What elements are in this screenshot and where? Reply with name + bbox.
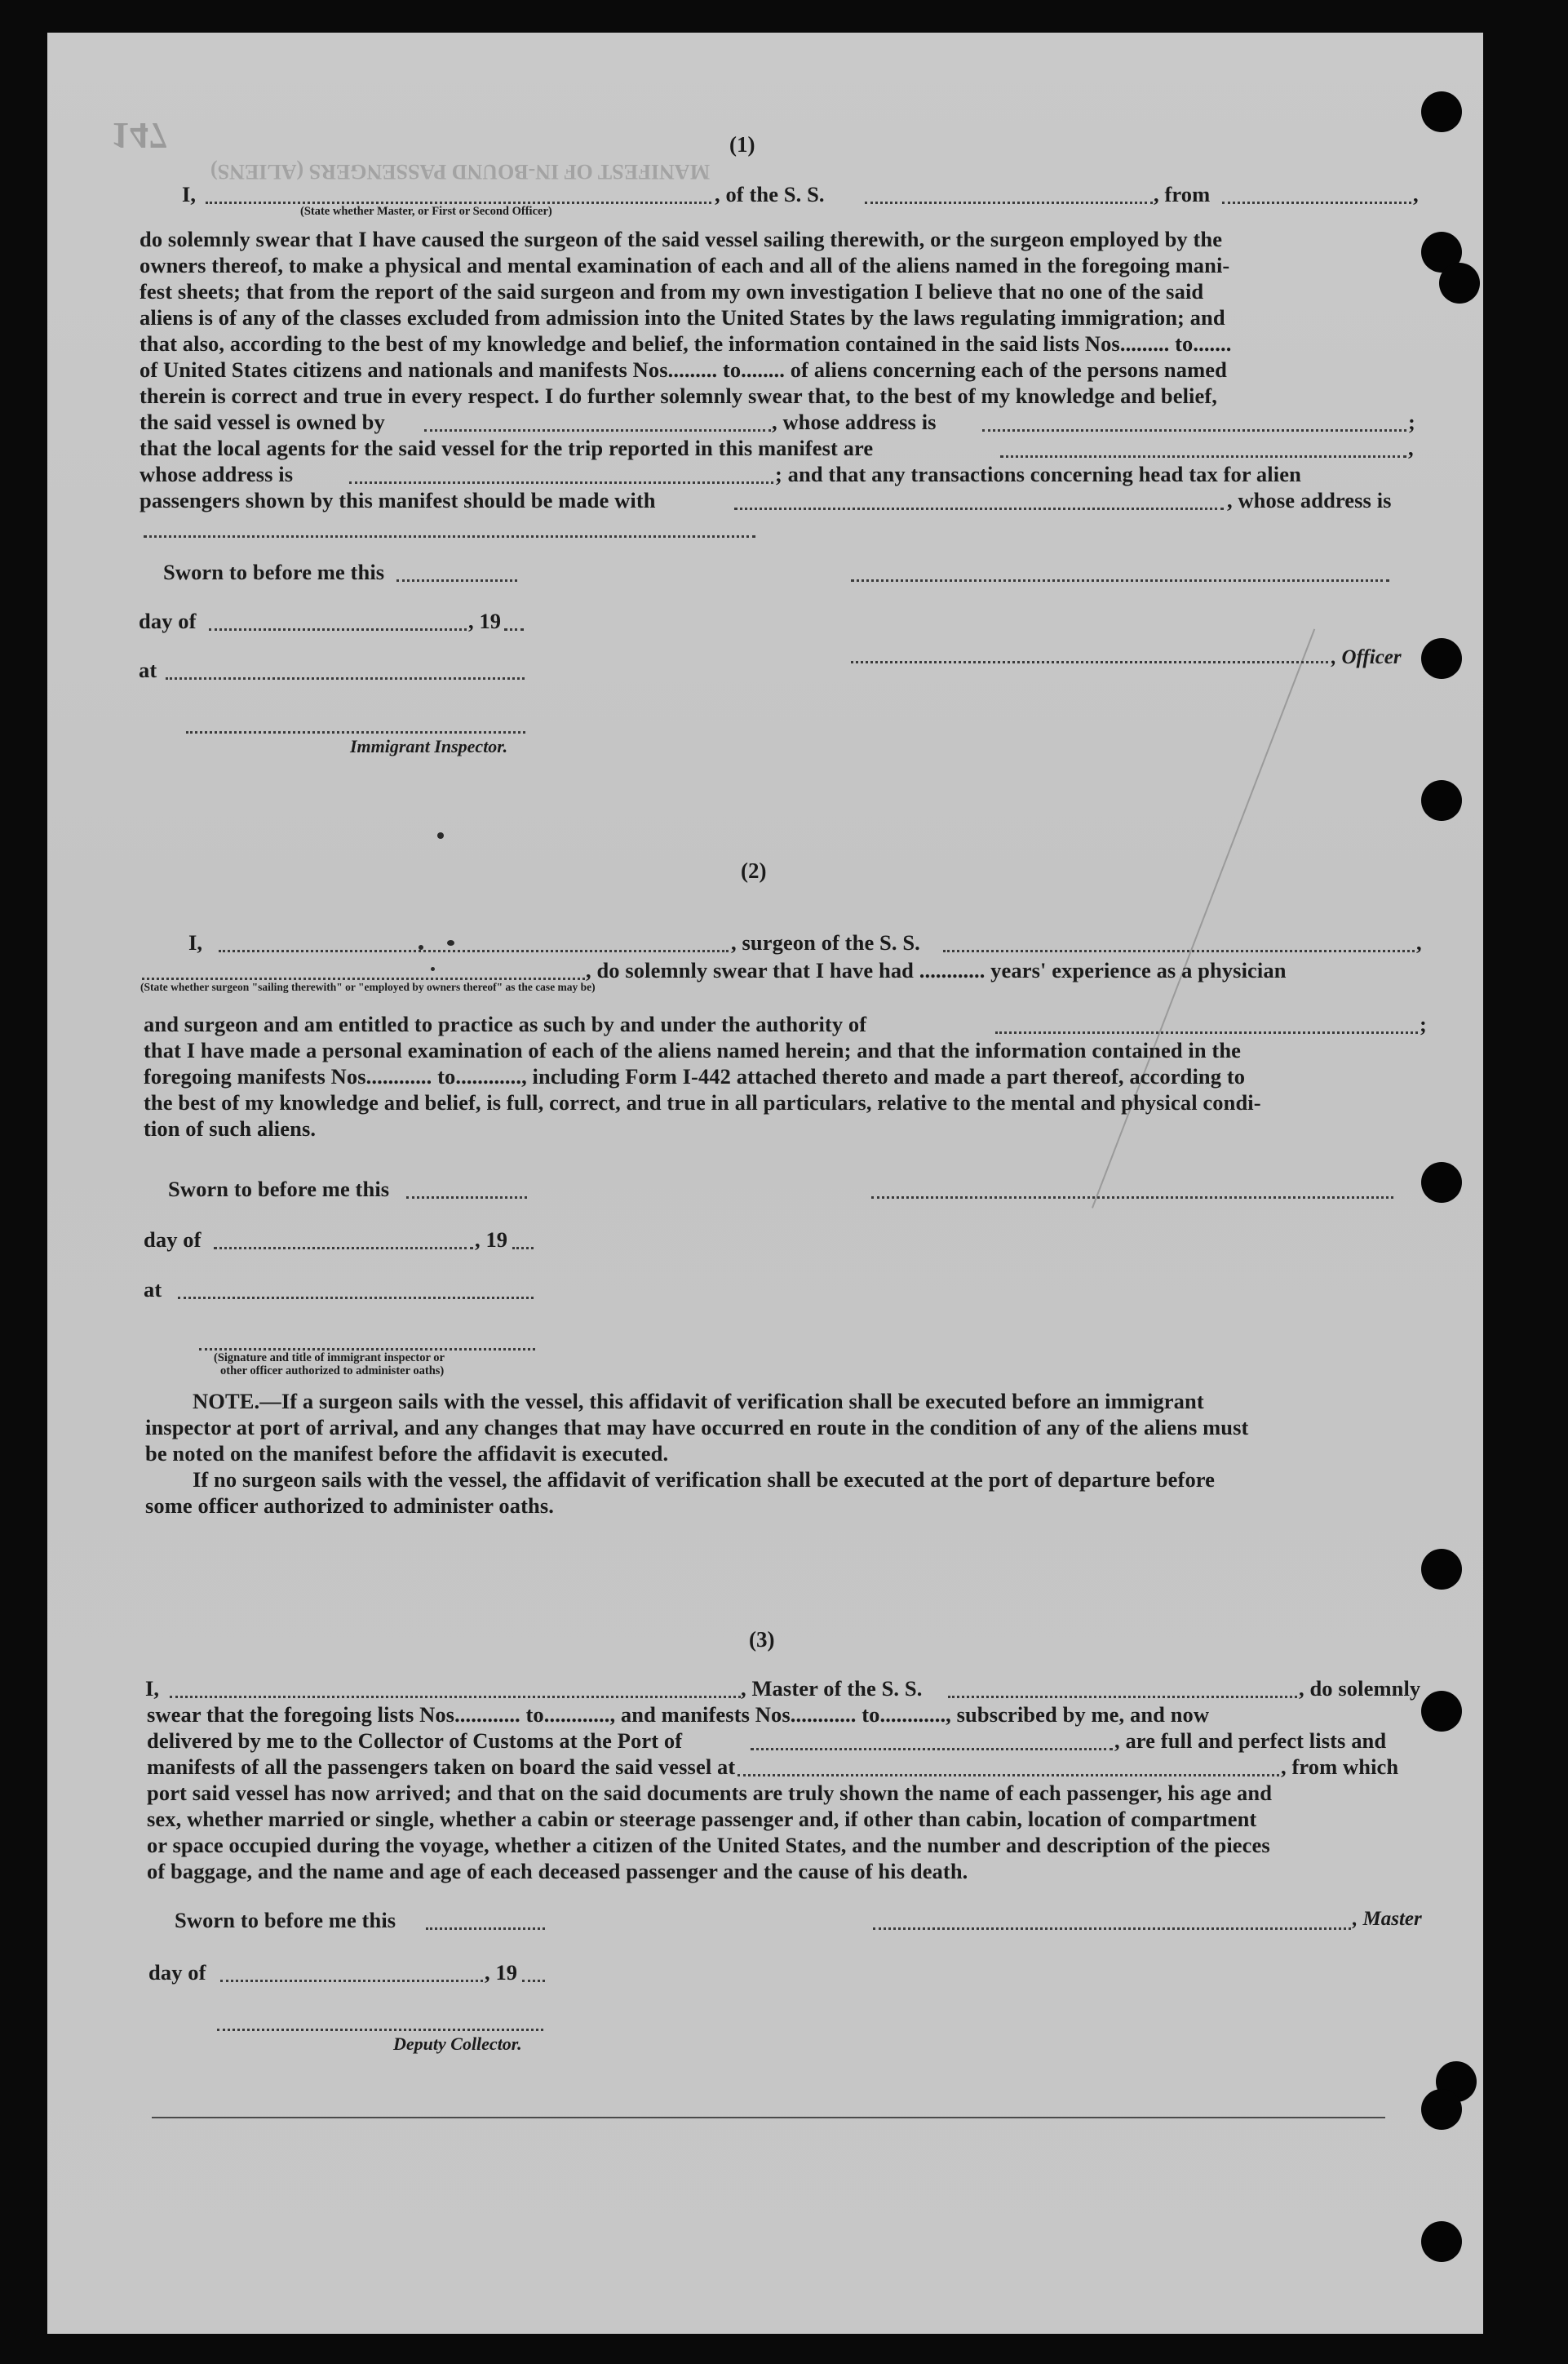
section-3-embark-label: manifests of all the passengers taken on board the said vessel at	[147, 1754, 736, 1779]
binder-hole	[1421, 1162, 1462, 1203]
section-1-heading: (1)	[729, 132, 755, 157]
section-1-line-7: therein is correct and true in every respect. I do further solemnly swear that, to the best of my knowledge and belief,	[140, 384, 1218, 408]
section-3-master-signature-blank	[873, 1927, 1351, 1930]
faint-manifest-number: 147	[111, 115, 167, 157]
binder-hole	[1421, 2221, 1462, 2262]
section-2-at-blank	[178, 1297, 534, 1299]
section-1-ss-label: , of the S. S.	[715, 182, 825, 206]
section-2-sworn-blank	[406, 1196, 527, 1199]
section-2-vessel-blank	[943, 950, 1415, 952]
section-1-agents-label: that the local agents for the said vessel for the trip reported in this manifest are	[140, 436, 874, 460]
section-3-year-label: , 19	[485, 1960, 518, 1985]
section-2-surgeon-of-label: , surgeon of the S. S.	[731, 930, 920, 955]
section-1-officer-label: , Officer	[1331, 646, 1402, 668]
section-1-owner-address-blank	[982, 429, 1406, 432]
bottom-rule	[152, 2117, 1385, 2118]
section-1-intro-comma: ,	[1413, 182, 1419, 206]
section-1-agent-address-blank	[349, 481, 773, 484]
section-2-surgeon-name-blank	[219, 950, 729, 952]
note-line-3: be noted on the manifest before the affidavit is executed.	[145, 1441, 669, 1466]
section-1-at-label: at	[139, 658, 157, 682]
section-1-year-label: , 19	[468, 609, 502, 633]
section-2-swear-text: , do solemnly swear that I have had ............ years' experience as a physician	[586, 958, 1287, 982]
section-2-day-of-blank	[214, 1247, 473, 1249]
section-2-year-label: , 19	[475, 1227, 508, 1252]
section-1-line-6: of United States citizens and nationals and manifests Nos......... to........ of aliens concerning each of the persons named	[140, 357, 1227, 382]
document-sheet	[47, 33, 1483, 2334]
section-2-authority-semicolon: ;	[1420, 1012, 1427, 1036]
section-2-i: I,	[188, 930, 203, 955]
section-1-officer-blank	[851, 661, 1328, 663]
section-1-officer-name-blank	[206, 202, 711, 204]
section-3-deputy-blank	[217, 2029, 543, 2031]
binder-hole	[1421, 1549, 1462, 1590]
section-2-sailing-caption: (State whether surgeon "sailing therewith" or "employed by owners thereof" as the case may be)	[140, 981, 596, 993]
section-1-line-3: fest sheets; that from the report of the said surgeon and from my own investigation I believe that no one of the said	[140, 279, 1204, 304]
section-1-owner-blank	[424, 429, 771, 432]
section-1-from-label: , from	[1154, 182, 1211, 206]
section-1-owned-by: the said vessel is owned by	[140, 410, 385, 434]
section-1-owner-semicolon: ;	[1408, 410, 1415, 434]
section-1-year-blank	[504, 628, 524, 631]
note-line-4: If no surgeon sails with the vessel, the affidavit of verification shall be executed at the port of departure before	[193, 1467, 1216, 1492]
section-3-master-name-blank	[170, 1696, 741, 1698]
section-2-vessel-comma: ,	[1416, 930, 1422, 955]
section-1-i: I,	[182, 182, 197, 206]
binder-hole	[1421, 2089, 1462, 2130]
faint-manifest-title: MANIFEST OF IN-BOUND PASSENGERS (ALIENS)	[210, 160, 711, 184]
section-3-port-label: delivered by me to the Collector of Customs at the Port of	[147, 1728, 683, 1753]
binder-hole	[1439, 263, 1480, 304]
section-3-master-label: , Master	[1353, 1908, 1422, 1930]
section-2-signature-blank	[871, 1196, 1393, 1199]
section-2-line-4: the best of my knowledge and belief, is full, correct, and true in all particulars, relative to the mental and physical condi-	[144, 1090, 1261, 1115]
section-3-vessel-blank	[948, 1696, 1297, 1698]
section-2-line-1: and surgeon and am entitled to practice as such by and under the authority of	[144, 1012, 867, 1036]
binder-hole	[1421, 638, 1462, 679]
section-3-line-4: port said vessel has now arrived; and that on the said documents are truly shown the name of each passenger, his age and	[147, 1781, 1273, 1805]
section-2-sig-caption-1: (Signature and title of immigrant inspector or	[214, 1351, 445, 1364]
section-2-day-of-label: day of	[144, 1227, 202, 1252]
section-2-inspector-blank	[199, 1348, 535, 1351]
binder-hole	[1421, 1691, 1462, 1732]
section-1-sworn-label: Sworn to before me this	[163, 560, 385, 584]
section-1-agents-comma: ,	[1408, 436, 1414, 460]
section-3-line-1: swear that the foregoing lists Nos............ to............, and manifests Nos............ to............, subscribed by me, and now	[147, 1702, 1210, 1727]
section-1-agents-blank	[1000, 455, 1406, 458]
section-3-day-of-label: day of	[148, 1960, 206, 1985]
section-1-inspector-blank	[186, 731, 525, 734]
section-3-master-of-label: , Master of the S. S.	[741, 1676, 923, 1701]
section-1-line-1: do solemnly swear that I have caused the surgeon of the said vessel sailing therewith, or the surgeon employed by the	[140, 227, 1223, 251]
section-1-signature-blank	[851, 579, 1389, 582]
note-line-2: inspector at port of arrival, and any changes that may have occurred en route in the condition of any of the aliens must	[145, 1415, 1249, 1439]
section-1-from-blank	[1222, 202, 1411, 204]
section-2-sworn-label: Sworn to before me this	[168, 1177, 390, 1201]
section-3-do-solemnly: , do solemnly	[1299, 1676, 1421, 1701]
section-3-sworn-blank	[426, 1927, 545, 1930]
section-3-line-6: or space occupied during the voyage, whether a citizen of the United States, and the number and description of the pieces	[147, 1833, 1270, 1857]
section-2-line-3: foregoing manifests Nos............ to............, including Form I-442 attached thereto and made a part thereof, according to	[144, 1064, 1246, 1089]
section-1-agent-address-label: whose address is	[140, 462, 294, 486]
section-1-head-tax-agent-blank	[734, 508, 1224, 510]
ink-smudge	[447, 940, 454, 946]
section-3-line-5: sex, whether married or single, whether a cabin or steerage passenger and, if other than cabin, location of compartment	[147, 1807, 1257, 1831]
section-1-owner-address-label: , whose address is	[772, 410, 937, 434]
section-1-inspector-label: Immigrant Inspector.	[350, 736, 508, 756]
section-1-vessel-blank	[865, 202, 1153, 204]
section-3-from-which: , from which	[1281, 1754, 1399, 1779]
section-2-line-2: that I have made a personal examination of each of the aliens named herein; and that the information contained in the	[144, 1038, 1242, 1062]
section-1-head-tax-address-blank	[144, 535, 755, 538]
section-2-year-blank	[512, 1247, 534, 1249]
section-1-line-5: that also, according to the best of my knowledge and belief, the information contained in the said lists Nos......... to.......	[140, 331, 1232, 356]
section-3-sworn-label: Sworn to before me this	[175, 1908, 396, 1932]
section-3-line-7: of baggage, and the name and age of each deceased passenger and the cause of his death.	[147, 1859, 968, 1883]
section-1-head-tax-text: ; and that any transactions concerning head tax for alien	[775, 462, 1301, 486]
section-3-year-blank	[522, 1980, 545, 1982]
binder-hole	[1421, 91, 1462, 132]
binder-hole	[1421, 780, 1462, 821]
section-2-sig-caption-2: other officer authorized to administer oaths)	[220, 1364, 445, 1377]
section-2-authority-blank	[995, 1031, 1418, 1034]
note-line-5: some officer authorized to administer oaths.	[145, 1493, 554, 1518]
section-1-at-blank	[166, 677, 525, 680]
section-1-head-tax-address-label: , whose address is	[1227, 488, 1392, 512]
section-2-at-label: at	[144, 1277, 162, 1302]
section-3-day-of-blank	[220, 1980, 483, 1982]
note-line-1: NOTE.—If a surgeon sails with the vessel, this affidavit of verification shall be executed before an immigrant	[193, 1389, 1204, 1413]
section-1-line-4: aliens is of any of the classes excluded from admission into the United States by the laws regulating immigration; and	[140, 305, 1225, 330]
section-3-deputy-label: Deputy Collector.	[393, 2034, 522, 2054]
section-3-heading: (3)	[749, 1627, 775, 1652]
section-2-heading: (2)	[741, 858, 767, 883]
section-3-embark-blank	[737, 1774, 1279, 1776]
section-2-line-5: tion of such aliens.	[144, 1116, 317, 1141]
section-1-line-2: owners thereof, to make a physical and mental examination of each and all of the aliens named in the foregoing mani-	[140, 253, 1230, 277]
section-2-sailing-blank	[142, 978, 585, 980]
section-3-port-blank	[751, 1748, 1113, 1750]
paper-crease	[1092, 628, 1315, 1208]
section-3-full-perfect: , are full and perfect lists and	[1114, 1728, 1387, 1753]
section-3-i: I,	[145, 1676, 160, 1701]
section-1-officer-caption: (State whether Master, or First or Second Officer)	[300, 205, 552, 218]
section-1-day-of-blank	[209, 628, 467, 631]
ink-smudge	[437, 832, 444, 839]
section-1-day-of-label: day of	[139, 609, 197, 633]
section-1-sworn-blank	[396, 579, 517, 582]
section-1-passengers-label: passengers shown by this manifest should be made with	[140, 488, 656, 512]
ink-smudge	[431, 967, 435, 971]
